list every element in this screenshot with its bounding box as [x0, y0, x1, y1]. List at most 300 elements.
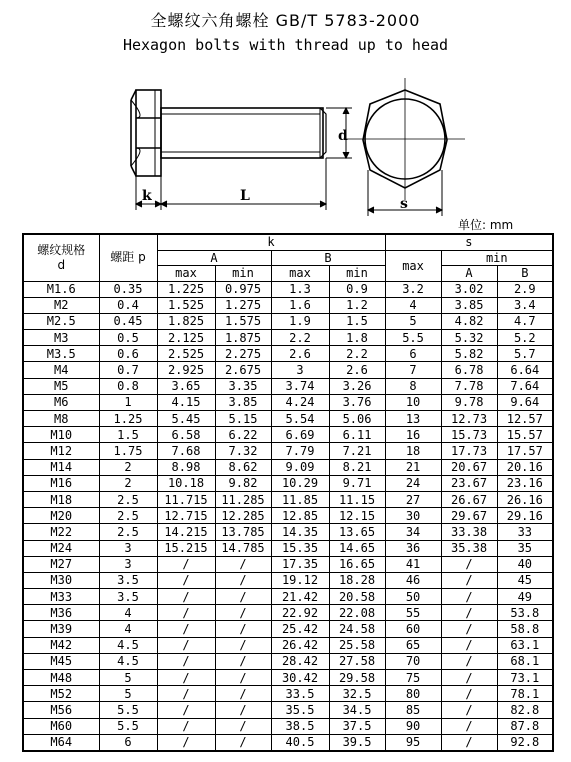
cell-k-b-max: 22.92: [271, 605, 329, 621]
cell-thread: M12: [23, 443, 99, 459]
cell-s-min-a: /: [441, 686, 497, 702]
cell-s-min-a: 12.73: [441, 411, 497, 427]
cell-k-a-min: /: [215, 653, 271, 669]
cell-k-b-min: 18.28: [329, 572, 385, 588]
cell-k-b-min: 22.08: [329, 605, 385, 621]
cell-thread: M10: [23, 427, 99, 443]
cell-s-min-b: 82.8: [497, 702, 553, 718]
cell-k-b-max: 30.42: [271, 670, 329, 686]
cell-k-a-max: 2.525: [157, 346, 215, 362]
cell-k-a-max: 14.215: [157, 524, 215, 540]
cell-k-b-min: 3.26: [329, 378, 385, 394]
header-k-B: B: [271, 250, 385, 266]
cell-k-a-min: 3.35: [215, 378, 271, 394]
cell-k-b-min: 1.2: [329, 297, 385, 313]
cell-pitch: 2: [99, 475, 157, 491]
cell-pitch: 6: [99, 734, 157, 751]
dimension-table: [22, 233, 554, 752]
cell-k-a-min: 9.82: [215, 475, 271, 491]
table-body: [23, 281, 553, 751]
cell-k-b-max: 21.42: [271, 589, 329, 605]
cell-pitch: 1.5: [99, 427, 157, 443]
cell-s-min-b: 20.16: [497, 459, 553, 475]
cell-s-max: 16: [385, 427, 441, 443]
cell-k-b-max: 9.09: [271, 459, 329, 475]
cell-k-a-max: 4.15: [157, 394, 215, 410]
cell-k-a-max: 7.68: [157, 443, 215, 459]
cell-k-a-min: /: [215, 556, 271, 572]
table-row: [23, 605, 553, 621]
cell-k-a-max: 1.525: [157, 297, 215, 313]
cell-s-max: 30: [385, 508, 441, 524]
cell-k-b-max: 6.69: [271, 427, 329, 443]
header-s-min-A: A: [441, 266, 497, 282]
cell-k-b-min: 12.15: [329, 508, 385, 524]
label-d: d: [338, 128, 348, 144]
cell-thread: M14: [23, 459, 99, 475]
header-kB-max: max: [271, 266, 329, 282]
label-k: k: [142, 188, 152, 204]
cell-k-a-max: /: [157, 556, 215, 572]
cell-s-max: 5: [385, 313, 441, 329]
cell-k-a-min: /: [215, 718, 271, 734]
cell-k-a-min: 1.875: [215, 330, 271, 346]
cell-k-b-max: 2.2: [271, 330, 329, 346]
cell-k-b-min: 11.15: [329, 491, 385, 507]
cell-k-a-min: /: [215, 621, 271, 637]
cell-k-a-max: /: [157, 589, 215, 605]
table-row: [23, 524, 553, 540]
cell-k-b-max: 26.42: [271, 637, 329, 653]
cell-k-b-max: 2.6: [271, 346, 329, 362]
cell-k-b-max: 11.85: [271, 491, 329, 507]
cell-k-b-min: 25.58: [329, 637, 385, 653]
table-row: [23, 443, 553, 459]
cell-s-max: 90: [385, 718, 441, 734]
table-row: [23, 459, 553, 475]
cell-s-min-a: 26.67: [441, 491, 497, 507]
cell-k-a-max: 1.825: [157, 313, 215, 329]
cell-k-a-min: 1.575: [215, 313, 271, 329]
table-row: [23, 540, 553, 556]
table-row: [23, 297, 553, 313]
cell-s-min-a: 7.78: [441, 378, 497, 394]
cell-s-max: 36: [385, 540, 441, 556]
label-L: L: [240, 188, 250, 204]
cell-s-min-b: 53.8: [497, 605, 553, 621]
cell-thread: M56: [23, 702, 99, 718]
table-row: [23, 686, 553, 702]
cell-k-b-min: 0.9: [329, 281, 385, 297]
cell-pitch: 3.5: [99, 589, 157, 605]
cell-s-max: 46: [385, 572, 441, 588]
header-s-min-B: B: [497, 266, 553, 282]
cell-s-max: 21: [385, 459, 441, 475]
cell-s-min-a: /: [441, 605, 497, 621]
cell-thread: M39: [23, 621, 99, 637]
header-thread-spec: 螺纹规格 d: [23, 234, 99, 281]
cell-s-max: 75: [385, 670, 441, 686]
header-pitch: 螺距 p: [99, 234, 157, 281]
cell-pitch: 5.5: [99, 718, 157, 734]
cell-thread: M22: [23, 524, 99, 540]
cell-k-a-max: 8.98: [157, 459, 215, 475]
cell-pitch: 5: [99, 686, 157, 702]
cell-s-min-a: /: [441, 572, 497, 588]
cell-pitch: 4.5: [99, 637, 157, 653]
cell-k-a-max: 6.58: [157, 427, 215, 443]
cell-pitch: 1.25: [99, 411, 157, 427]
cell-k-a-max: /: [157, 572, 215, 588]
cell-s-min-b: 15.57: [497, 427, 553, 443]
cell-thread: M5: [23, 378, 99, 394]
title-chinese: 全螺纹六角螺栓 GB/T 5783-2000: [150, 11, 421, 30]
cell-k-b-min: 39.5: [329, 734, 385, 751]
cell-k-a-min: 2.275: [215, 346, 271, 362]
table-row: [23, 313, 553, 329]
cell-s-min-b: 4.7: [497, 313, 553, 329]
cell-k-a-max: 10.18: [157, 475, 215, 491]
cell-k-a-min: /: [215, 605, 271, 621]
cell-pitch: 5.5: [99, 702, 157, 718]
cell-k-b-max: 14.35: [271, 524, 329, 540]
cell-s-min-a: 29.67: [441, 508, 497, 524]
cell-pitch: 2.5: [99, 491, 157, 507]
cell-k-b-min: 6.11: [329, 427, 385, 443]
cell-k-b-min: 2.6: [329, 362, 385, 378]
cell-thread: M1.6: [23, 281, 99, 297]
cell-s-min-b: 78.1: [497, 686, 553, 702]
cell-thread: M30: [23, 572, 99, 588]
cell-s-min-b: 35: [497, 540, 553, 556]
cell-k-a-max: /: [157, 653, 215, 669]
cell-k-a-min: /: [215, 702, 271, 718]
cell-k-a-min: /: [215, 670, 271, 686]
cell-k-a-min: 5.15: [215, 411, 271, 427]
cell-k-a-min: 2.675: [215, 362, 271, 378]
cell-k-b-min: 8.21: [329, 459, 385, 475]
bolt-head-end-view: [345, 78, 465, 200]
cell-k-b-max: 33.5: [271, 686, 329, 702]
cell-k-b-max: 1.6: [271, 297, 329, 313]
cell-pitch: 0.35: [99, 281, 157, 297]
cell-s-min-a: 3.02: [441, 281, 497, 297]
cell-s-min-b: 87.8: [497, 718, 553, 734]
unit-label: 单位: mm: [458, 218, 514, 232]
cell-s-min-a: /: [441, 670, 497, 686]
cell-k-a-max: /: [157, 670, 215, 686]
cell-pitch: 0.8: [99, 378, 157, 394]
cell-k-a-min: 6.22: [215, 427, 271, 443]
cell-s-max: 13: [385, 411, 441, 427]
table-row: [23, 281, 553, 297]
cell-k-a-max: 2.125: [157, 330, 215, 346]
cell-k-b-max: 35.5: [271, 702, 329, 718]
cell-k-b-min: 3.76: [329, 394, 385, 410]
cell-thread: M42: [23, 637, 99, 653]
cell-pitch: 0.7: [99, 362, 157, 378]
cell-s-max: 60: [385, 621, 441, 637]
cell-k-b-min: 32.5: [329, 686, 385, 702]
cell-s-max: 41: [385, 556, 441, 572]
cell-s-min-a: 33.38: [441, 524, 497, 540]
cell-k-b-max: 3: [271, 362, 329, 378]
cell-thread: M24: [23, 540, 99, 556]
cell-k-b-max: 15.35: [271, 540, 329, 556]
table-row: [23, 702, 553, 718]
cell-k-a-max: 3.65: [157, 378, 215, 394]
header-kA-max: max: [157, 266, 215, 282]
title-english: Hexagon bolts with thread up to head: [122, 36, 449, 54]
cell-k-b-max: 17.35: [271, 556, 329, 572]
cell-s-min-b: 68.1: [497, 653, 553, 669]
cell-s-min-b: 9.64: [497, 394, 553, 410]
header-k: k: [157, 234, 385, 250]
cell-thread: M52: [23, 686, 99, 702]
cell-k-a-min: 3.85: [215, 394, 271, 410]
cell-k-b-min: 2.2: [329, 346, 385, 362]
cell-s-max: 6: [385, 346, 441, 362]
cell-k-b-max: 10.29: [271, 475, 329, 491]
cell-k-a-min: /: [215, 686, 271, 702]
cell-thread: M36: [23, 605, 99, 621]
header-kA-min: min: [215, 266, 271, 282]
cell-s-min-a: 17.73: [441, 443, 497, 459]
table-row: [23, 378, 553, 394]
cell-k-a-min: 8.62: [215, 459, 271, 475]
cell-s-min-a: /: [441, 589, 497, 605]
cell-k-b-min: 14.65: [329, 540, 385, 556]
cell-s-min-a: 9.78: [441, 394, 497, 410]
table-row: [23, 346, 553, 362]
cell-s-min-b: 6.64: [497, 362, 553, 378]
cell-k-b-min: 9.71: [329, 475, 385, 491]
cell-k-a-min: 13.785: [215, 524, 271, 540]
bolt-head-side: [131, 90, 161, 176]
table-row: [23, 394, 553, 410]
cell-s-min-b: 26.16: [497, 491, 553, 507]
cell-k-b-max: 5.54: [271, 411, 329, 427]
cell-thread: M3.5: [23, 346, 99, 362]
cell-k-b-max: 4.24: [271, 394, 329, 410]
cell-k-b-min: 37.5: [329, 718, 385, 734]
cell-k-b-min: 5.06: [329, 411, 385, 427]
header-kB-min: min: [329, 266, 385, 282]
cell-thread: M64: [23, 734, 99, 751]
table-row: [23, 670, 553, 686]
cell-k-a-min: 7.32: [215, 443, 271, 459]
cell-pitch: 4: [99, 605, 157, 621]
cell-s-min-a: 5.32: [441, 330, 497, 346]
cell-thread: M20: [23, 508, 99, 524]
cell-k-a-max: /: [157, 605, 215, 621]
cell-s-max: 85: [385, 702, 441, 718]
cell-k-a-max: /: [157, 637, 215, 653]
cell-s-min-a: 35.38: [441, 540, 497, 556]
cell-s-min-b: 5.7: [497, 346, 553, 362]
cell-k-b-min: 1.8: [329, 330, 385, 346]
cell-s-min-b: 23.16: [497, 475, 553, 491]
cell-s-max: 18: [385, 443, 441, 459]
cell-s-max: 27: [385, 491, 441, 507]
cell-s-min-b: 40: [497, 556, 553, 572]
cell-s-min-b: 12.57: [497, 411, 553, 427]
cell-s-min-b: 92.8: [497, 734, 553, 751]
cell-s-max: 50: [385, 589, 441, 605]
table-row: [23, 427, 553, 443]
cell-pitch: 4.5: [99, 653, 157, 669]
cell-pitch: 3: [99, 556, 157, 572]
cell-pitch: 0.5: [99, 330, 157, 346]
cell-s-max: 24: [385, 475, 441, 491]
cell-k-a-max: 15.215: [157, 540, 215, 556]
cell-k-b-max: 7.79: [271, 443, 329, 459]
cell-k-a-max: 12.715: [157, 508, 215, 524]
cell-s-min-b: 45: [497, 572, 553, 588]
table-row: [23, 637, 553, 653]
cell-s-max: 8: [385, 378, 441, 394]
cell-thread: M2.5: [23, 313, 99, 329]
cell-k-a-min: 12.285: [215, 508, 271, 524]
cell-thread: M60: [23, 718, 99, 734]
cell-k-b-min: 24.58: [329, 621, 385, 637]
cell-thread: M16: [23, 475, 99, 491]
cell-k-b-min: 13.65: [329, 524, 385, 540]
cell-s-min-a: 3.85: [441, 297, 497, 313]
cell-pitch: 3.5: [99, 572, 157, 588]
cell-s-min-b: 63.1: [497, 637, 553, 653]
table-row: [23, 475, 553, 491]
table-row: [23, 621, 553, 637]
table-row: [23, 734, 553, 751]
table-row: [23, 491, 553, 507]
header-s: s: [385, 234, 553, 250]
cell-s-max: 34: [385, 524, 441, 540]
cell-k-b-max: 12.85: [271, 508, 329, 524]
cell-s-max: 95: [385, 734, 441, 751]
header-k-A: A: [157, 250, 271, 266]
header-s-max: max: [385, 250, 441, 281]
cell-k-b-max: 19.12: [271, 572, 329, 588]
cell-s-min-a: /: [441, 734, 497, 751]
cell-pitch: 0.4: [99, 297, 157, 313]
cell-k-b-max: 38.5: [271, 718, 329, 734]
table-row: [23, 556, 553, 572]
cell-pitch: 3: [99, 540, 157, 556]
cell-k-b-min: 1.5: [329, 313, 385, 329]
cell-k-a-max: /: [157, 621, 215, 637]
cell-k-b-max: 3.74: [271, 378, 329, 394]
table-row: [23, 718, 553, 734]
cell-s-min-b: 7.64: [497, 378, 553, 394]
cell-k-a-min: /: [215, 637, 271, 653]
cell-pitch: 1.75: [99, 443, 157, 459]
cell-s-max: 7: [385, 362, 441, 378]
cell-thread: M18: [23, 491, 99, 507]
cell-thread: M48: [23, 670, 99, 686]
cell-pitch: 5: [99, 670, 157, 686]
table-row: [23, 572, 553, 588]
table-row: [23, 589, 553, 605]
cell-s-max: 55: [385, 605, 441, 621]
cell-k-b-min: 29.58: [329, 670, 385, 686]
cell-s-min-a: /: [441, 718, 497, 734]
cell-s-min-a: 6.78: [441, 362, 497, 378]
cell-k-a-max: 11.715: [157, 491, 215, 507]
cell-s-min-a: 4.82: [441, 313, 497, 329]
cell-k-a-min: /: [215, 589, 271, 605]
cell-k-a-max: /: [157, 718, 215, 734]
cell-s-max: 3.2: [385, 281, 441, 297]
cell-s-min-b: 33: [497, 524, 553, 540]
cell-k-b-max: 25.42: [271, 621, 329, 637]
cell-k-a-max: 2.925: [157, 362, 215, 378]
cell-pitch: 0.45: [99, 313, 157, 329]
cell-k-b-min: 27.58: [329, 653, 385, 669]
cell-k-b-min: 34.5: [329, 702, 385, 718]
cell-k-a-min: 0.975: [215, 281, 271, 297]
cell-thread: M45: [23, 653, 99, 669]
cell-k-b-max: 28.42: [271, 653, 329, 669]
cell-k-a-max: 1.225: [157, 281, 215, 297]
cell-s-min-b: 17.57: [497, 443, 553, 459]
cell-s-min-a: 20.67: [441, 459, 497, 475]
cell-pitch: 4: [99, 621, 157, 637]
table-row: [23, 653, 553, 669]
cell-s-min-a: /: [441, 621, 497, 637]
cell-s-max: 10: [385, 394, 441, 410]
cell-k-a-max: /: [157, 702, 215, 718]
cell-s-min-b: 49: [497, 589, 553, 605]
cell-pitch: 0.6: [99, 346, 157, 362]
cell-k-a-max: /: [157, 686, 215, 702]
cell-k-a-max: /: [157, 734, 215, 751]
table-row: [23, 330, 553, 346]
cell-k-b-min: 20.58: [329, 589, 385, 605]
cell-thread: M4: [23, 362, 99, 378]
cell-s-min-a: /: [441, 637, 497, 653]
cell-s-max: 80: [385, 686, 441, 702]
cell-s-min-b: 29.16: [497, 508, 553, 524]
header-s-min: min: [441, 250, 553, 266]
cell-k-b-max: 40.5: [271, 734, 329, 751]
table-row: [23, 411, 553, 427]
cell-thread: M3: [23, 330, 99, 346]
cell-pitch: 2: [99, 459, 157, 475]
cell-s-min-b: 2.9: [497, 281, 553, 297]
cell-k-a-min: /: [215, 572, 271, 588]
cell-s-max: 70: [385, 653, 441, 669]
cell-s-max: 4: [385, 297, 441, 313]
cell-thread: M33: [23, 589, 99, 605]
cell-s-min-b: 58.8: [497, 621, 553, 637]
cell-s-min-a: /: [441, 556, 497, 572]
cell-k-b-max: 1.3: [271, 281, 329, 297]
cell-thread: M27: [23, 556, 99, 572]
cell-k-a-min: /: [215, 734, 271, 751]
bolt-drawing: [0, 70, 571, 218]
table-row: [23, 362, 553, 378]
cell-thread: M2: [23, 297, 99, 313]
cell-s-max: 65: [385, 637, 441, 653]
cell-k-b-max: 1.9: [271, 313, 329, 329]
cell-s-min-a: /: [441, 653, 497, 669]
cell-k-a-min: 1.275: [215, 297, 271, 313]
cell-s-max: 5.5: [385, 330, 441, 346]
table-row: [23, 508, 553, 524]
cell-k-b-min: 7.21: [329, 443, 385, 459]
cell-s-min-a: 23.67: [441, 475, 497, 491]
